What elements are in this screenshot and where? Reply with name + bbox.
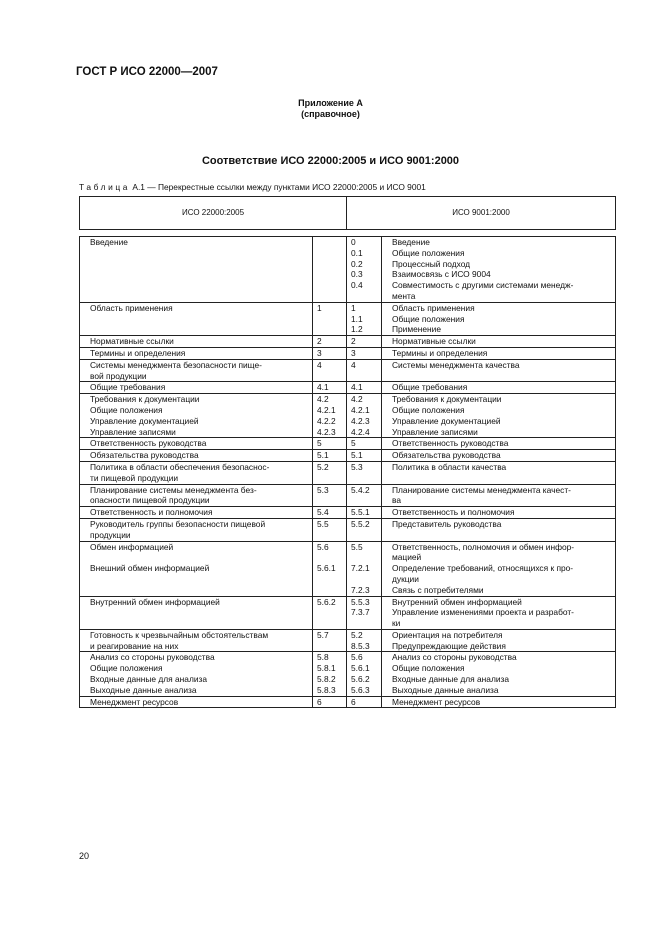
iso9001-clause-number: 5.6.3 [351,684,370,695]
iso9001-clause-title: Предупреждающие действия [392,640,506,651]
iso22000-clause-title-cell [80,438,313,450]
iso22000-clause-title: Нормативные ссылки [90,336,174,347]
iso9001-clause-title: Общие требования [392,382,468,393]
iso22000-clause-number: 5.6.1 [317,563,336,574]
iso22000-clause-title-cell [80,237,313,303]
table-caption-prefix: Таблица [79,182,131,192]
iso9001-clause-title: Системы менеджмента качества [392,359,520,370]
iso9001-clause-number: 5.3 [351,461,363,472]
iso22000-clause-title-cell [80,302,313,335]
iso9001-clause-title: Политика в области качества [392,461,507,472]
table-row [80,382,616,394]
iso22000-clause-number: 5.7 [317,629,329,640]
iso9001-clause-number-cell [347,596,382,629]
iso9001-clause-title: Термины и определения [392,347,488,358]
table-row [80,438,616,450]
iso9001-clause-number-cell [347,652,382,696]
iso9001-clause-title-cell [382,302,616,335]
iso22000-clause-title: Требования к документации [90,394,200,405]
iso22000-clause-title-cell [80,382,313,394]
iso9001-clause-number: 0 [351,237,356,247]
iso9001-clause-number: 8.5.3 [351,640,370,651]
iso9001-clause-number: 1.2 [351,324,363,335]
iso22000-clause-number: 5.8.3 [317,684,336,695]
iso9001-clause-number-cell [347,696,382,708]
iso22000-clause-number-cell [313,347,347,359]
iso9001-clause-title: мента [392,290,416,301]
section-title: Соответствие ИСО 22000:2005 и ИСО 9001:2000 [201,155,460,167]
iso9001-clause-number: 4.1 [351,382,363,393]
iso9001-clause-title-cell [382,484,616,507]
iso22000-clause-number: 5.8 [317,652,329,663]
iso9001-clause-number: 0.3 [351,269,363,280]
iso22000-clause-number-cell [313,336,347,348]
iso22000-clause-number-cell [313,596,347,629]
annex-label: Приложение А [298,98,363,108]
iso9001-clause-number-cell [347,541,382,596]
iso9001-clause-title: Общие положения [392,404,465,415]
iso22000-clause-title: ти пищевой продукции [90,472,179,483]
iso9001-clause-title: Общие положения [392,313,465,324]
iso22000-clause-number-cell [313,696,347,708]
iso22000-clause-title-cell [80,629,313,652]
iso9001-clause-number: 5.5.3 [351,596,370,607]
table-row [80,596,616,629]
iso9001-clause-title-cell [382,507,616,519]
iso9001-clause-number: 5.2 [351,629,363,640]
iso22000-clause-number: 5.6 [317,541,329,552]
iso22000-clause-title: Готовность к чрезвычайным обстоятельствам [90,629,269,640]
iso9001-clause-number: 5.5 [351,541,363,552]
iso9001-clause-title: Связь с потребителями [392,584,484,595]
iso22000-clause-title: Внешний обмен информацией [90,563,210,574]
iso9001-clause-number-cell [347,394,382,438]
iso22000-clause-title: и реагирование на них [90,640,179,651]
iso9001-clause-number-cell [347,237,382,303]
iso9001-clause-title: Управление записями [392,426,478,437]
iso22000-clause-title-cell [80,484,313,507]
page-number: 20 [79,851,90,861]
iso22000-clause-number: 5.5 [317,518,329,529]
iso22000-clause-number [317,552,346,563]
iso9001-clause-number-cell [347,450,382,462]
iso22000-clause-title: опасности пищевой продукции [90,495,210,506]
table-row [80,541,616,596]
iso22000-clause-title: Политика в области обеспечения безопаснос- [90,461,270,472]
iso22000-clause-title-cell [80,359,313,382]
iso22000-clause-title: Менеджмент ресурсов [90,696,179,707]
iso22000-clause-number-cell [313,541,347,596]
iso9001-clause-title: Ответственность руководства [392,438,509,449]
iso9001-clause-title: Общие положения [392,663,465,674]
iso22000-clause-number-cell [313,438,347,450]
iso22000-clause-title: Обмен информацией [90,541,174,552]
iso22000-clause-title: Руководитель группы безопасности пищевой [90,518,266,529]
iso9001-clause-title: Входные данные для анализа [392,674,510,685]
iso9001-clause-title: Общие положения [392,247,465,258]
iso9001-clause-title-cell [382,629,616,652]
iso22000-clause-title: Управление записями [90,426,176,437]
iso9001-clause-number: 4.2 [351,394,363,405]
iso9001-clause-title-cell [382,518,616,541]
table-row [80,652,616,696]
iso9001-clause-title: Управление изменениями проекта и разработ- [392,607,574,618]
iso9001-clause-title: Ответственность, полномочия и обмен инфор- [392,541,575,552]
iso9001-clause-title: Представитель руководства [392,518,502,529]
iso9001-clause-title-cell [382,347,616,359]
iso9001-clause-number-cell [347,507,382,519]
iso22000-clause-number-cell [313,507,347,519]
iso22000-clause-title: Системы менеджмента безопасности пище- [90,359,262,370]
iso22000-clause-number-cell [313,484,347,507]
iso9001-clause-title: Менеджмент ресурсов [392,696,481,707]
iso22000-clause-title: Внутренний обмен информацией [90,596,220,607]
header-spacer [80,230,616,237]
iso9001-clause-title: Анализ со стороны руководства [392,652,517,663]
iso22000-clause-title-cell [80,507,313,519]
iso22000-clause-number: 3 [317,347,322,358]
iso9001-clause-title: Управление документацией [392,415,501,426]
iso22000-clause-number: 5.4 [317,507,329,518]
iso22000-clause-title: Область применения [90,302,173,313]
iso22000-clause-title-cell [80,652,313,696]
iso9001-clause-number: 3 [351,347,356,358]
iso22000-clause-title-cell [80,596,313,629]
iso9001-clause-number: 5.6.2 [351,674,370,685]
table-row [80,336,616,348]
iso22000-clause-number: 2 [317,336,322,347]
iso9001-clause-number: 2 [351,336,356,347]
iso22000-clause-title: Входные данные для анализа [90,674,208,685]
iso9001-clause-title-cell [382,336,616,348]
iso9001-clause-title: Выходные данные анализа [392,684,499,695]
iso9001-clause-title: Взаимосвязь с ИСО 9004 [392,269,491,280]
iso22000-clause-title-cell [80,541,313,596]
iso9001-clause-title: Требования к документации [392,394,502,405]
iso9001-clause-number: 6 [351,696,356,707]
iso22000-clause-number: 6 [317,696,322,707]
iso22000-clause-number: 5.8.2 [317,674,336,685]
iso9001-clause-number-cell [347,302,382,335]
iso9001-clause-number: 7.3.7 [351,607,370,618]
column-header-iso9001: ИСО 9001:2000 [347,197,616,230]
iso22000-clause-number-cell [313,394,347,438]
iso9001-clause-title: Ответственность и полномочия [392,507,515,518]
table-row [80,696,616,708]
iso9001-clause-title: Применение [392,324,442,335]
iso22000-clause-number: 4 [317,359,322,370]
table-row [80,518,616,541]
iso9001-clause-title: Введение [392,237,430,247]
iso9001-clause-number: 7.2.3 [351,584,370,595]
iso9001-clause-number-cell [347,484,382,507]
column-header-iso22000: ИСО 22000:2005 [80,197,347,230]
iso9001-clause-title: Планирование системы менеджмента качест- [392,484,571,495]
iso22000-clause-number: 4.2.3 [317,426,336,437]
iso22000-clause-number: 5 [317,438,322,449]
iso9001-clause-number-cell [347,518,382,541]
iso22000-clause-number: 4.2.2 [317,415,336,426]
table-row [80,359,616,382]
cross-reference-table [79,196,616,708]
table-row [80,461,616,484]
iso22000-clause-number-cell [313,382,347,394]
iso22000-clause-title: Ответственность и полномочия [90,507,213,518]
iso22000-clause-title: Общие положения [90,404,163,415]
iso22000-clause-number: 5.3 [317,484,329,495]
iso9001-clause-number: 0.2 [351,258,363,269]
iso22000-clause-title: Анализ со стороны руководства [90,652,215,663]
iso22000-clause-number [317,237,346,248]
document-header: ГОСТ Р ИСО 22000—2007 [76,66,218,78]
iso9001-clause-number: 5.5.2 [351,518,370,529]
iso22000-clause-title: Обязательства руководства [90,450,199,461]
iso9001-clause-number: 5.1 [351,450,363,461]
iso9001-clause-title: ва [392,495,402,506]
iso22000-clause-number: 1 [317,302,322,313]
iso9001-clause-title-cell [382,382,616,394]
iso22000-clause-title: Управление документацией [90,415,199,426]
iso22000-clause-number: 4.1 [317,382,329,393]
iso9001-clause-title-cell [382,696,616,708]
iso22000-clause-title-cell [80,518,313,541]
table-header-row [80,197,616,230]
iso9001-clause-title-cell [382,596,616,629]
iso22000-clause-number: 4.2.1 [317,404,336,415]
table-row [80,302,616,335]
table-row [80,394,616,438]
iso22000-clause-number-cell [313,237,347,303]
iso9001-clause-number: 4 [351,359,356,370]
iso9001-clause-number: 5.6 [351,652,363,663]
iso9001-clause-title: Нормативные ссылки [392,336,476,347]
iso9001-clause-number: 7.2.1 [351,563,370,574]
iso9001-clause-number [351,552,381,563]
iso22000-clause-number-cell [313,629,347,652]
iso9001-clause-number: 0.1 [351,247,363,258]
table-row [80,484,616,507]
table-row [80,450,616,462]
iso22000-clause-title [90,552,308,563]
iso22000-clause-title: вой продукции [90,370,147,381]
iso22000-clause-title: Ответственность руководства [90,438,207,449]
iso9001-clause-title-cell [382,450,616,462]
iso9001-clause-number-cell [347,461,382,484]
iso22000-clause-title-cell [80,461,313,484]
iso9001-clause-title: дукции [392,573,419,584]
annex-type: (справочное) [301,109,360,119]
table-row [80,629,616,652]
iso9001-clause-number-cell [347,359,382,382]
iso9001-clause-number-cell [347,347,382,359]
iso22000-clause-number-cell [313,461,347,484]
iso9001-clause-number: 5.6.1 [351,663,370,674]
iso9001-clause-title: Ориентация на потребителя [392,629,503,640]
iso9001-clause-number: 4.2.4 [351,426,370,437]
iso9001-clause-title-cell [382,461,616,484]
iso9001-clause-title-cell [382,359,616,382]
iso22000-clause-title-cell [80,696,313,708]
iso9001-clause-title: мацией [392,552,422,563]
iso22000-clause-title: Выходные данные анализа [90,684,197,695]
iso9001-clause-title: Совместимость с другими системами менедж- [392,280,574,291]
iso22000-clause-number-cell [313,302,347,335]
iso9001-clause-title: Область применения [392,302,475,313]
iso22000-clause-title-cell [80,347,313,359]
iso9001-clause-title: Обязательства руководства [392,450,501,461]
iso9001-clause-title-cell [382,394,616,438]
iso22000-clause-number: 5.2 [317,461,329,472]
iso9001-clause-number [351,574,381,585]
iso22000-clause-title: Введение [90,237,128,247]
iso9001-clause-number-cell [347,629,382,652]
iso22000-clause-number-cell [313,518,347,541]
table-row [80,347,616,359]
iso9001-clause-title: ки [392,618,401,629]
iso9001-clause-title-cell [382,541,616,596]
iso22000-clause-number-cell [313,652,347,696]
iso9001-clause-number [351,291,381,302]
iso9001-clause-number: 4.2.3 [351,415,370,426]
iso9001-clause-number-cell [347,382,382,394]
table-row [80,237,616,303]
iso9001-clause-number: 4.2.1 [351,404,370,415]
iso22000-clause-title: Планирование системы менеджмента без- [90,484,257,495]
iso9001-clause-number: 1 [351,302,356,313]
iso22000-clause-number: 4.2 [317,394,329,405]
iso22000-clause-title-cell [80,336,313,348]
iso9001-clause-title-cell [382,237,616,303]
iso22000-clause-title: продукции [90,529,131,540]
iso9001-clause-title-cell [382,438,616,450]
iso9001-clause-number-cell [347,438,382,450]
iso22000-clause-title: Термины и определения [90,347,186,358]
iso9001-clause-title: Внутренний обмен информацией [392,596,522,607]
iso22000-clause-number-cell [313,359,347,382]
iso22000-clause-number: 5.1 [317,450,329,461]
iso22000-clause-title-cell [80,450,313,462]
iso9001-clause-title: Процессный подход [392,258,471,269]
iso22000-clause-number-cell [313,450,347,462]
iso22000-clause-number: 5.6.2 [317,596,336,607]
iso9001-clause-number: 5.5.1 [351,507,370,518]
table-row [80,507,616,519]
iso9001-clause-number: 5 [351,438,356,449]
iso22000-clause-number: 5.8.1 [317,663,336,674]
iso9001-clause-number: 5.4.2 [351,484,370,495]
table-caption [79,182,426,192]
iso22000-clause-title-cell [80,394,313,438]
table-caption-text: А.1 — Перекрестные ссылки между пунктами ИСО 22000:2005 и ИСО 9001 [132,182,426,192]
iso22000-clause-title: Общие требования [90,382,166,393]
iso9001-clause-number: 1.1 [351,313,363,324]
iso22000-clause-title: Общие положения [90,663,163,674]
iso9001-clause-number-cell [347,336,382,348]
iso9001-clause-title: Определение требований, относящихся к про- [392,563,574,574]
iso9001-clause-title-cell [382,652,616,696]
iso9001-clause-number: 0.4 [351,280,363,291]
